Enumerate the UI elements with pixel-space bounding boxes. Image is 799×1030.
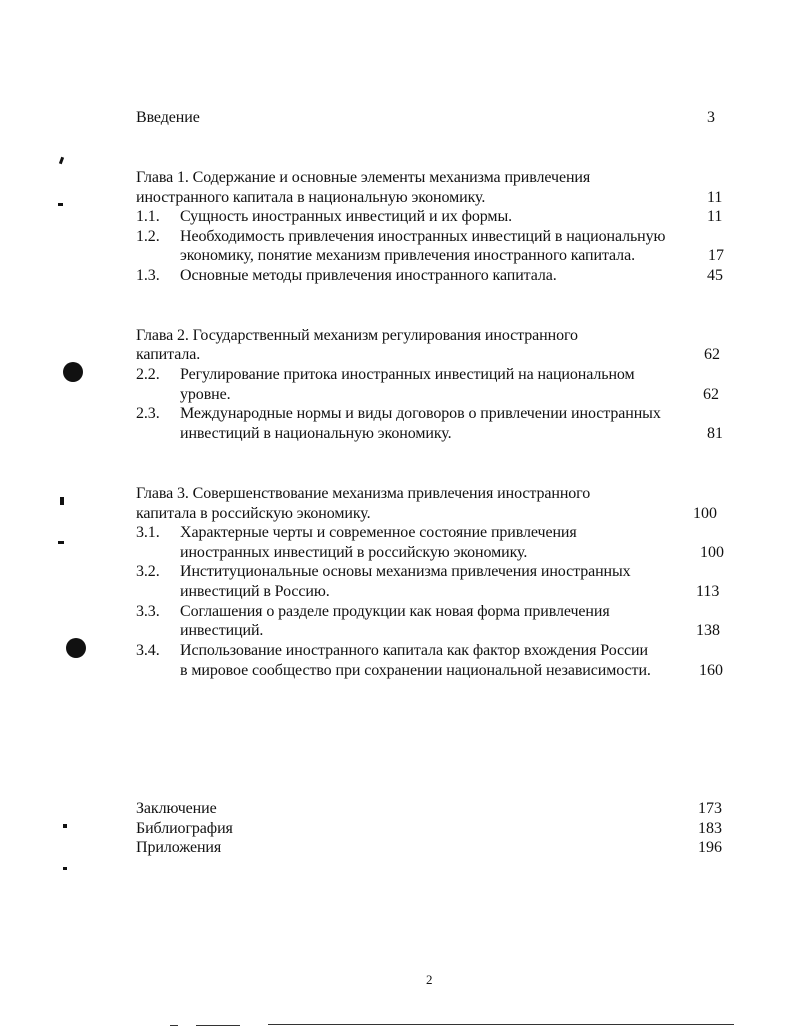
toc-section-number: 3.3.: [136, 603, 160, 620]
toc-section-title: Сущность иностранных инвестиций и их формы.: [180, 208, 512, 225]
toc-section-number: 3.4.: [136, 642, 160, 659]
scan-mark: [58, 203, 63, 206]
toc-section-page: 138: [696, 622, 720, 639]
toc-section-title: иностранных инвестиций в российскую экономику.: [180, 544, 528, 561]
toc-intro-page: 3: [707, 109, 715, 126]
toc-section-page: 11: [707, 208, 723, 225]
scan-edge-line: [170, 1025, 178, 1026]
scan-mark: [63, 824, 67, 828]
toc-section-title: Необходимость привлечения иностранных инвестиций в национальную: [180, 228, 666, 245]
toc-chapter1-title: иностранного капитала в национальную экономику.: [136, 189, 486, 206]
toc-section-title: Международные нормы и виды договоров о привлечении иностранных: [180, 405, 661, 422]
toc-section-number: 1.3.: [136, 267, 160, 284]
toc-appendices-page: 196: [698, 839, 722, 856]
toc-section-title: инвестиций в Россию.: [180, 583, 330, 600]
toc-chapter1-page: 11: [707, 189, 723, 206]
toc-chapter3-title: Глава 3. Совершенствование механизма привлечения иностранного: [136, 485, 591, 502]
toc-section-number: 3.1.: [136, 524, 160, 541]
toc-section-number: 2.2.: [136, 366, 160, 383]
toc-conclusion-page: 173: [698, 800, 722, 817]
binder-hole: [63, 362, 83, 382]
toc-chapter3-title: капитала в российскую экономику.: [136, 505, 371, 522]
toc-section-title: Соглашения о разделе продукции как новая форма привлечения: [180, 603, 610, 620]
toc-section-page: 45: [707, 267, 723, 284]
toc-section-page: 81: [707, 425, 723, 442]
toc-section-page: 160: [699, 662, 723, 679]
toc-section-title: Основные методы привлечения иностранного капитала.: [180, 267, 557, 284]
toc-bibliography-page: 183: [698, 820, 722, 837]
toc-section-page: 100: [700, 544, 724, 561]
binder-hole: [66, 638, 86, 658]
scan-mark: [58, 541, 64, 544]
toc-chapter3-page: 100: [693, 505, 717, 522]
toc-section-title: уровне.: [180, 386, 231, 403]
toc-section-title: Регулирование притока иностранных инвестиций на национальном: [180, 366, 635, 383]
toc-bibliography-label: Библиография: [136, 820, 233, 837]
toc-conclusion-label: Заключение: [136, 800, 217, 817]
toc-section-number: 1.2.: [136, 228, 160, 245]
toc-section-title: инвестиций в национальную экономику.: [180, 425, 452, 442]
scan-edge-line: [196, 1025, 240, 1026]
scan-mark: [63, 867, 67, 870]
toc-section-number: 3.2.: [136, 563, 160, 580]
toc-section-page: 17: [708, 247, 724, 264]
page-number: 2: [426, 972, 433, 987]
toc-section-title: экономику, понятие механизм привлечения иностранного капитала.: [180, 247, 635, 264]
toc-section-title: Использование иностранного капитала как фактор вхождения России: [180, 642, 648, 659]
toc-section-page: 62: [703, 386, 719, 403]
scan-mark: [59, 157, 64, 165]
scan-mark: [60, 497, 64, 505]
scan-edge-line: [268, 1024, 734, 1025]
toc-section-title: Характерные черты и современное состояние привлечения: [180, 524, 577, 541]
toc-section-title: Институциональные основы механизма привлечения иностранных: [180, 563, 631, 580]
toc-section-title: инвестиций.: [180, 622, 264, 639]
toc-section-number: 1.1.: [136, 208, 160, 225]
toc-intro-label: Введение: [136, 109, 200, 126]
toc-appendices-label: Приложения: [136, 839, 222, 856]
toc-chapter2-title: Глава 2. Государственный механизм регулирования иностранного: [136, 327, 578, 344]
toc-chapter1-title: Глава 1. Содержание и основные элементы механизма привлечения: [136, 169, 591, 186]
toc-section-page: 113: [696, 583, 720, 600]
toc-chapter2-title: капитала.: [136, 346, 201, 363]
toc-section-title: в мировое сообщество при сохранении национальной независимости.: [180, 662, 651, 679]
toc-section-number: 2.3.: [136, 405, 160, 422]
toc-chapter2-page: 62: [704, 346, 720, 363]
